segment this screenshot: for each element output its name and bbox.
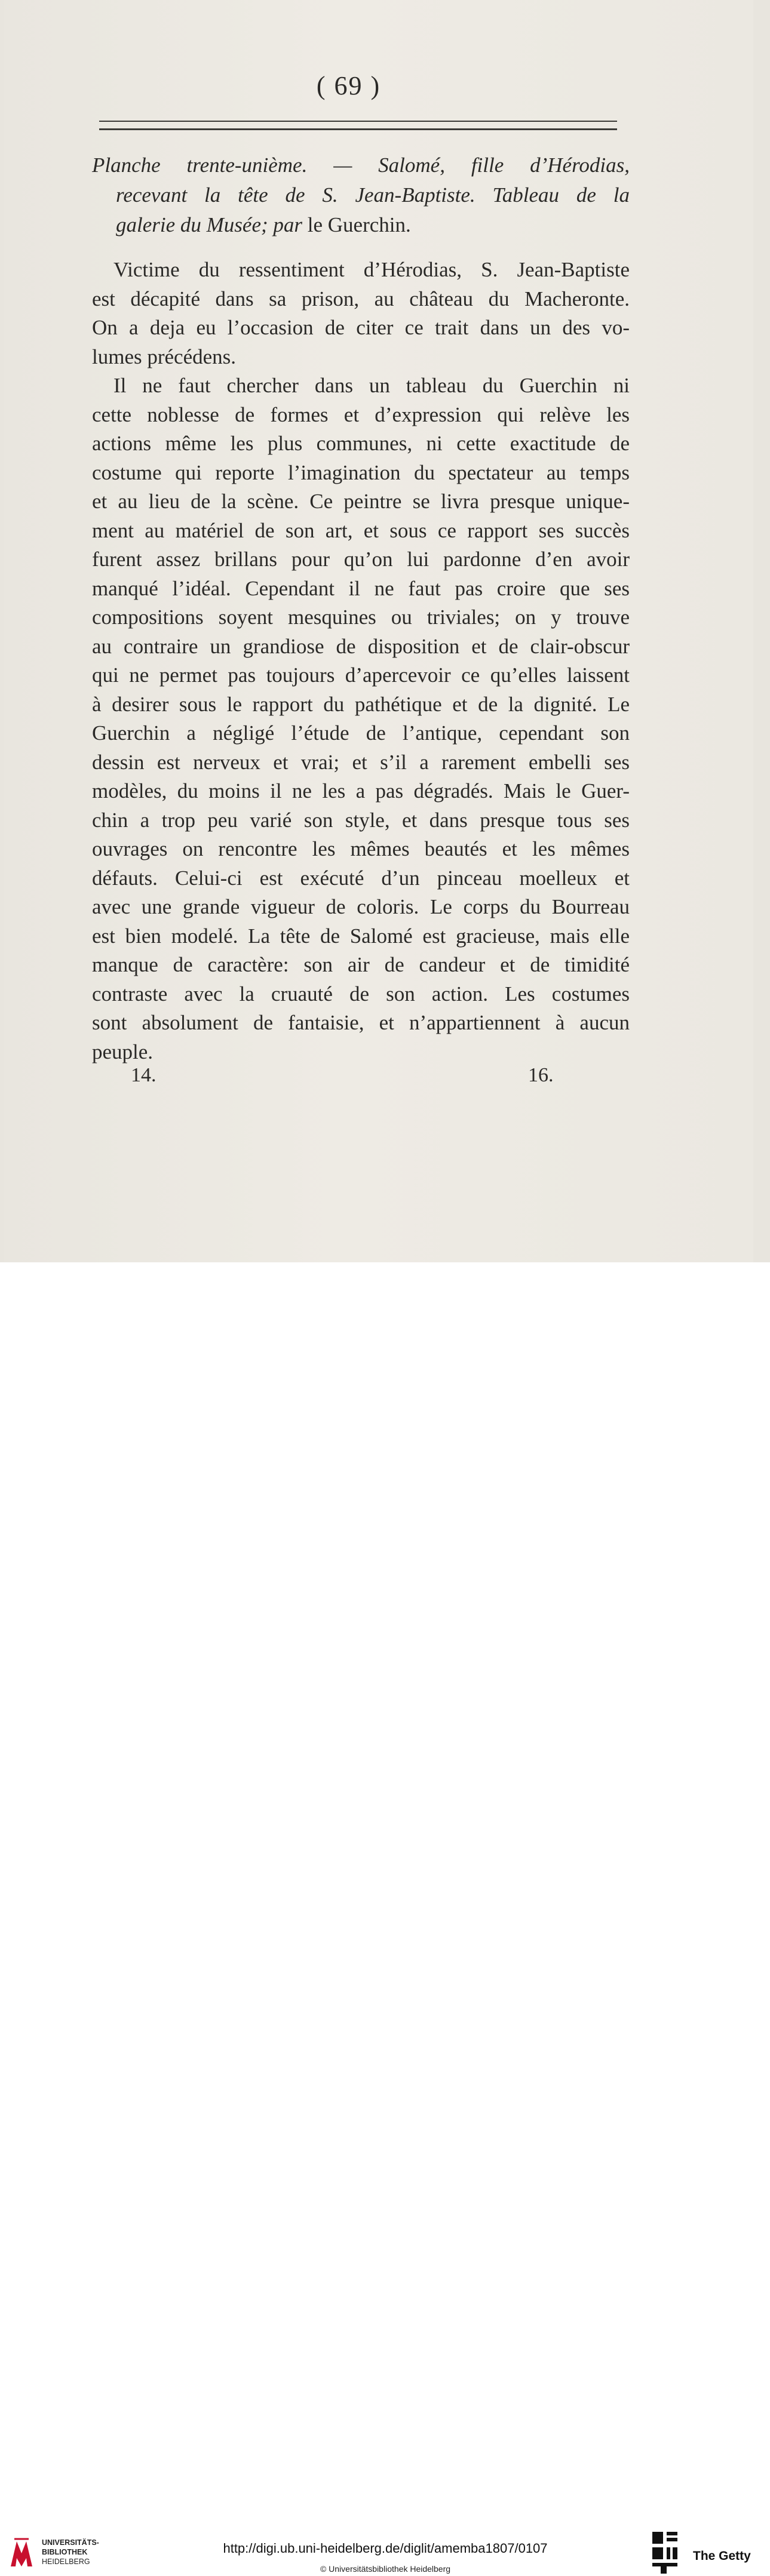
text-line: manque de caractère: son air de candeur et de timidité (92, 953, 630, 976)
text-line: dessin est nerveux et vrai; et s’il a rarement embelli ses (92, 750, 630, 774)
text-line: On a deja eu l’occasion de citer ce trait dans un des vo- (92, 316, 630, 339)
text-line: est décapité dans sa prison, au château du Macheronte. (92, 287, 630, 311)
text-line: ouvrages on rencontre les mêmes beautés et les mêmes (92, 837, 630, 860)
caption-line: Planche trente-unième. — Salomé, fille d’Hérodias, (92, 153, 630, 177)
library-name: UNIVERSITÄTS- BIBLIOTHEK HEIDELBERG (42, 2538, 99, 2566)
ub-heidelberg-logo-icon (8, 2537, 35, 2570)
caption-line: galerie du Musée; par le Guerchin. (116, 213, 411, 236)
copyright-notice: © Universitätsbibliothek Heidelberg (320, 2564, 451, 2574)
signature-mark-right: 16. (528, 1064, 554, 1086)
text-line: modèles, du moins il ne les a pas dégradés. Mais le Guer- (92, 779, 630, 803)
header-rule-thin (99, 121, 617, 122)
caption-line: recevant la tête de S. Jean-Baptiste. Tableau de la (116, 183, 630, 207)
text-line: contraste avec la cruauté de son action. Les costumes (92, 982, 630, 1006)
paragraph-2 (92, 371, 630, 1066)
signature-mark-left: 14. (131, 1064, 157, 1086)
text-line: actions même les plus communes, ni cette exactitude de (92, 432, 630, 455)
body-text (92, 256, 630, 1066)
text-line: qui ne permet pas toujours d’apercevoir ce qu’elles laissent (92, 663, 630, 687)
book-page (4, 0, 753, 1262)
text-line: Victime du ressentiment d’Hérodias, S. Jean-Baptiste (113, 258, 630, 281)
text-line: et au lieu de la scène. Ce peintre se livra presque unique- (92, 490, 630, 513)
text-line: défauts. Celui-ci est exécuté d’un pinceau moelleux et (92, 866, 630, 890)
text-line: à desirer sous le rapport du pathétique et de la dignité. Le (92, 692, 630, 716)
text-line: chin a trop peu varié son style, et dans presque tous ses (92, 808, 630, 832)
text-line: au contraire un grandiose de disposition et de clair-obscur (92, 634, 630, 658)
text-line: ment au matériel de son art, et sous ce rapport ses succès (92, 518, 630, 542)
viewer-footer (0, 1262, 770, 2574)
plate-caption (92, 150, 630, 240)
caption-author: le Guerchin. (307, 213, 411, 236)
text-line: furent assez brillans pour qu’on lui pardonne d’en avoir (92, 548, 630, 571)
paragraph-1 (92, 256, 630, 371)
permalink-url[interactable]: http://digi.ub.uni-heidelberg.de/diglit/amemba1807/0107 (223, 2541, 548, 2556)
text-line: Il ne faut chercher dans un tableau du Guerchin ni (113, 374, 630, 397)
text-line: sont absolument de fantaisie, et n’appartiennent à aucun (92, 1011, 630, 1034)
scan-background (0, 0, 770, 1262)
text-line: avec une grande vigueur de coloris. Le corps du Bourreau (92, 895, 630, 918)
text-line: cette noblesse de formes et d’expression qui relève les (92, 402, 630, 426)
text-line: est bien modelé. La tête de Salomé est gracieuse, mais elle (92, 924, 630, 948)
text-line: Guerchin a négligé l’étude de l’antique, cependant son (92, 721, 630, 745)
text-line: compositions soyent mesquines ou triviales; on y trouve (92, 605, 630, 629)
text-line: lumes précédens. (92, 345, 237, 368)
text-line: costume qui reporte l’imagination du spectateur au temps (92, 460, 630, 484)
header-rule-thick (99, 128, 617, 130)
text-line: manqué l’idéal. Cependant il ne faut pas croire que ses (92, 576, 630, 600)
partner-name: The Getty (693, 2549, 751, 2563)
text-line: peuple. (92, 1040, 154, 1063)
getty-logo-icon (650, 2529, 681, 2576)
page-number: ( 69 ) (316, 71, 381, 100)
